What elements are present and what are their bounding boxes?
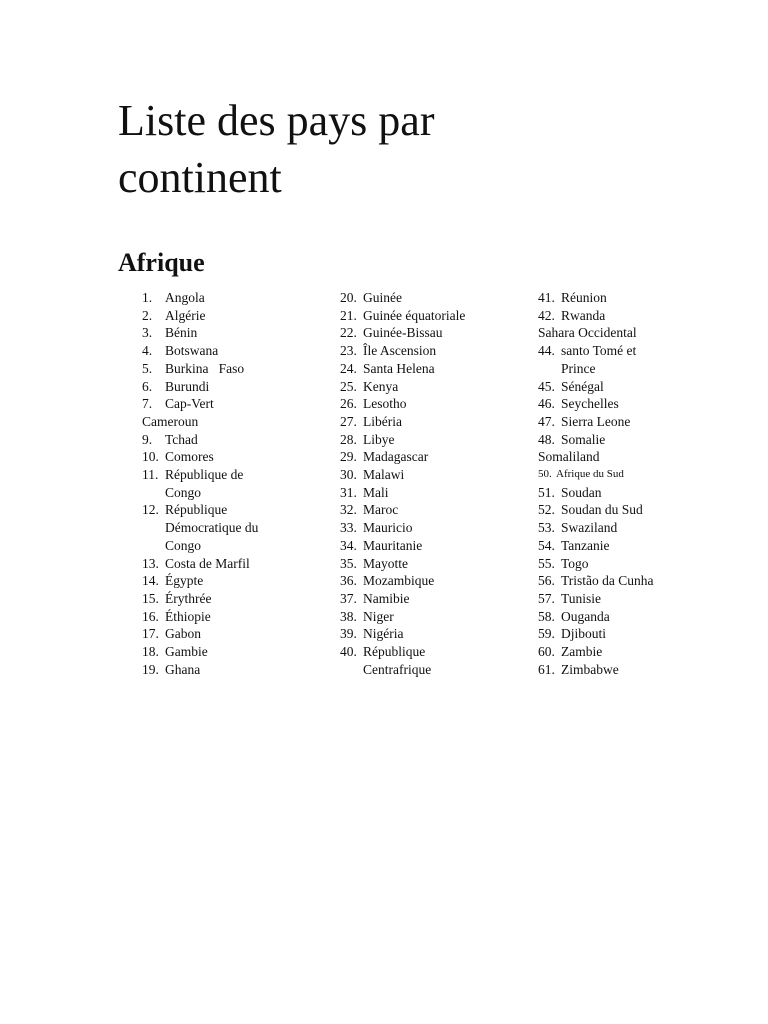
list-number: 21. — [340, 307, 357, 323]
list-number: 6. — [142, 378, 153, 394]
list-item — [142, 643, 332, 661]
country-name: Île Ascension — [363, 343, 437, 359]
country-name: Burundi — [165, 378, 210, 394]
list-item — [538, 537, 738, 555]
list-number: 9. — [142, 431, 153, 447]
country-name: Guinée-Bissau — [363, 325, 443, 341]
list-item — [538, 608, 738, 626]
list-item — [142, 555, 332, 573]
country-name: Prince — [561, 360, 596, 376]
country-name: Costa de Marfil — [165, 555, 250, 571]
list-number: 4. — [142, 343, 153, 359]
list-number: 50. — [538, 468, 552, 481]
list-item — [340, 590, 530, 608]
list-item — [142, 501, 332, 519]
list-item — [538, 413, 738, 431]
country-name: Somaliland — [538, 449, 600, 465]
country-name: Centrafrique — [363, 661, 432, 677]
list-number: 5. — [142, 360, 153, 376]
list-number — [142, 537, 165, 555]
list-item — [142, 307, 332, 325]
list-item — [538, 342, 738, 360]
list-item — [142, 484, 332, 502]
list-number: 55. — [538, 555, 555, 571]
list-number: 1. — [142, 290, 153, 305]
country-name: Mauricio — [363, 520, 413, 536]
list-item — [340, 661, 530, 679]
country-name: Rwanda — [561, 307, 606, 323]
list-number: 26. — [340, 396, 357, 412]
list-item — [142, 448, 332, 466]
country-name: Gabon — [165, 626, 201, 642]
list-item — [142, 625, 332, 643]
list-item — [142, 395, 332, 413]
list-number: 56. — [538, 573, 555, 589]
list-number: 45. — [538, 378, 555, 394]
list-number: 42. — [538, 307, 555, 323]
list-number: 13. — [142, 555, 159, 571]
list-number: 2. — [142, 307, 153, 323]
list-number: 30. — [340, 467, 357, 483]
list-number: 24. — [340, 360, 357, 376]
list-item — [340, 289, 530, 307]
country-name: Nigéria — [363, 626, 404, 642]
country-name: Mayotte — [363, 555, 408, 571]
list-number — [142, 519, 165, 537]
country-name: Botswana — [165, 343, 219, 359]
country-name: Mali — [363, 484, 389, 500]
list-number: 59. — [538, 626, 555, 642]
country-name: Maroc — [363, 502, 399, 518]
list-item — [538, 395, 738, 413]
country-name: Démocratique du — [165, 520, 259, 536]
list-number: 34. — [340, 537, 357, 553]
country-name: Mozambique — [363, 573, 435, 589]
list-item — [142, 431, 332, 449]
list-number: 28. — [340, 431, 357, 447]
list-number: 40. — [340, 644, 357, 660]
country-name: Guinée équatoriale — [363, 307, 466, 323]
list-item — [538, 378, 738, 396]
list-number — [340, 661, 363, 679]
list-number: 17. — [142, 626, 159, 642]
country-name: Tchad — [165, 431, 198, 447]
country-name: République — [363, 644, 426, 660]
list-number: 51. — [538, 484, 555, 500]
country-name: Éthiopie — [165, 608, 211, 624]
list-number: 48. — [538, 431, 555, 447]
country-name: Djibouti — [561, 626, 607, 642]
list-item — [340, 324, 530, 342]
list-number: 39. — [340, 626, 357, 642]
list-item — [538, 360, 738, 378]
list-number: 57. — [538, 590, 555, 606]
country-name: Guinée — [363, 290, 402, 305]
list-number: 36. — [340, 573, 357, 589]
list-number: 3. — [142, 325, 153, 341]
list-number — [538, 360, 561, 378]
list-item — [142, 413, 332, 431]
country-list-column-2 — [340, 289, 530, 678]
country-name: Réunion — [561, 290, 607, 305]
list-item — [538, 501, 738, 519]
list-item — [340, 378, 530, 396]
list-number: 53. — [538, 520, 555, 536]
list-number: 38. — [340, 608, 357, 624]
list-item — [142, 360, 332, 378]
list-number: 20. — [340, 290, 357, 305]
list-item — [538, 661, 738, 679]
list-item — [538, 519, 738, 537]
list-item — [340, 360, 530, 378]
list-item — [340, 431, 530, 449]
list-number: 46. — [538, 396, 555, 412]
list-item — [538, 625, 738, 643]
country-name: Ghana — [165, 661, 201, 677]
list-number: 58. — [538, 608, 555, 624]
list-item — [538, 448, 738, 466]
country-name: Cameroun — [142, 413, 199, 429]
list-number: 27. — [340, 413, 357, 429]
country-name: Ouganda — [561, 608, 610, 624]
list-item — [538, 289, 738, 307]
country-name: Kenya — [363, 378, 399, 394]
list-item — [142, 324, 332, 342]
list-item — [538, 431, 738, 449]
country-name: Gambie — [165, 644, 208, 660]
country-list-column-3 — [538, 289, 738, 678]
list-number: 23. — [340, 343, 357, 359]
country-name: Burkina Faso — [165, 360, 245, 376]
country-name: Comores — [165, 449, 214, 465]
list-number: 16. — [142, 608, 159, 624]
country-name: Bénin — [165, 325, 198, 341]
country-name: Libéria — [363, 413, 402, 429]
list-item — [538, 466, 738, 484]
list-item — [340, 342, 530, 360]
list-item — [142, 608, 332, 626]
list-number — [142, 484, 165, 502]
country-name: Mauritanie — [363, 537, 423, 553]
list-item — [340, 501, 530, 519]
list-number: 47. — [538, 413, 555, 429]
list-item — [340, 484, 530, 502]
country-list-column-1 — [142, 289, 332, 678]
country-name: Tunisie — [561, 590, 602, 606]
section-heading-afrique: Afrique — [118, 248, 205, 277]
list-item — [538, 324, 738, 342]
list-item — [142, 661, 332, 679]
list-number: 31. — [340, 484, 357, 500]
country-name: Niger — [363, 608, 394, 624]
list-number: 19. — [142, 661, 159, 677]
country-name: Congo — [165, 537, 202, 553]
country-name: Zimbabwe — [561, 661, 619, 677]
list-item — [340, 395, 530, 413]
country-name: Namibie — [363, 590, 410, 606]
list-number: 41. — [538, 290, 555, 305]
country-name: Zambie — [561, 644, 603, 660]
list-number: 18. — [142, 644, 159, 660]
country-name: santo Tomé et — [561, 343, 637, 359]
page-title: Liste des pays par continent — [118, 96, 435, 202]
country-name: Sahara Occidental — [538, 325, 637, 341]
list-number: 29. — [340, 449, 357, 465]
list-number: 7. — [142, 396, 153, 412]
list-number: 12. — [142, 502, 159, 518]
country-name: Tanzanie — [561, 537, 610, 553]
list-item — [340, 466, 530, 484]
country-name: Libye — [363, 431, 395, 447]
list-item — [538, 643, 738, 661]
list-number: 15. — [142, 590, 159, 606]
list-number: 54. — [538, 537, 555, 553]
list-item — [142, 289, 332, 307]
country-name: Seychelles — [561, 396, 619, 412]
list-number: 61. — [538, 661, 555, 677]
list-number: 33. — [340, 520, 357, 536]
list-number: 22. — [340, 325, 357, 341]
list-item — [340, 519, 530, 537]
list-number: 52. — [538, 502, 555, 518]
list-number: 10. — [142, 449, 159, 465]
country-name: Santa Helena — [363, 360, 435, 376]
list-number: 25. — [340, 378, 357, 394]
list-item — [142, 466, 332, 484]
country-name: Madagascar — [363, 449, 429, 465]
list-item — [340, 608, 530, 626]
country-name: Angola — [165, 290, 205, 305]
list-item — [142, 572, 332, 590]
list-item — [538, 555, 738, 573]
list-item — [340, 572, 530, 590]
country-name: Somalie — [561, 431, 606, 447]
country-name: Soudan du Sud — [561, 502, 643, 518]
country-name: Swaziland — [561, 520, 618, 536]
country-name: Cap-Vert — [165, 396, 214, 412]
country-name: Sénégal — [561, 378, 604, 394]
country-name: Égypte — [165, 573, 204, 589]
list-number: 14. — [142, 573, 159, 589]
list-item — [340, 537, 530, 555]
list-item — [538, 572, 738, 590]
country-name: Congo — [165, 484, 202, 500]
list-number: 60. — [538, 644, 555, 660]
country-name: Togo — [561, 555, 589, 571]
list-number: 37. — [340, 590, 357, 606]
country-name: Algérie — [165, 307, 206, 323]
country-name: Tristão da Cunha — [561, 573, 654, 589]
list-item — [142, 519, 332, 537]
list-item — [340, 625, 530, 643]
list-item — [340, 643, 530, 661]
list-item — [142, 378, 332, 396]
list-item — [340, 555, 530, 573]
country-name: République — [165, 502, 228, 518]
country-name: Soudan — [561, 484, 602, 500]
list-item — [538, 307, 738, 325]
list-number: 11. — [142, 467, 159, 483]
list-item — [538, 484, 738, 502]
list-item — [142, 342, 332, 360]
country-name: République de — [165, 467, 244, 483]
list-item — [340, 448, 530, 466]
list-item — [340, 307, 530, 325]
list-item — [538, 590, 738, 608]
country-name: Érythrée — [165, 590, 212, 606]
list-item — [340, 413, 530, 431]
list-number: 32. — [340, 502, 357, 518]
country-name: Lesotho — [363, 396, 407, 412]
country-name: Afrique du Sud — [556, 468, 624, 481]
list-number: 35. — [340, 555, 357, 571]
country-name: Malawi — [363, 467, 405, 483]
list-item — [142, 590, 332, 608]
list-item — [142, 537, 332, 555]
list-number: 44. — [538, 343, 555, 359]
country-name: Sierra Leone — [561, 413, 631, 429]
